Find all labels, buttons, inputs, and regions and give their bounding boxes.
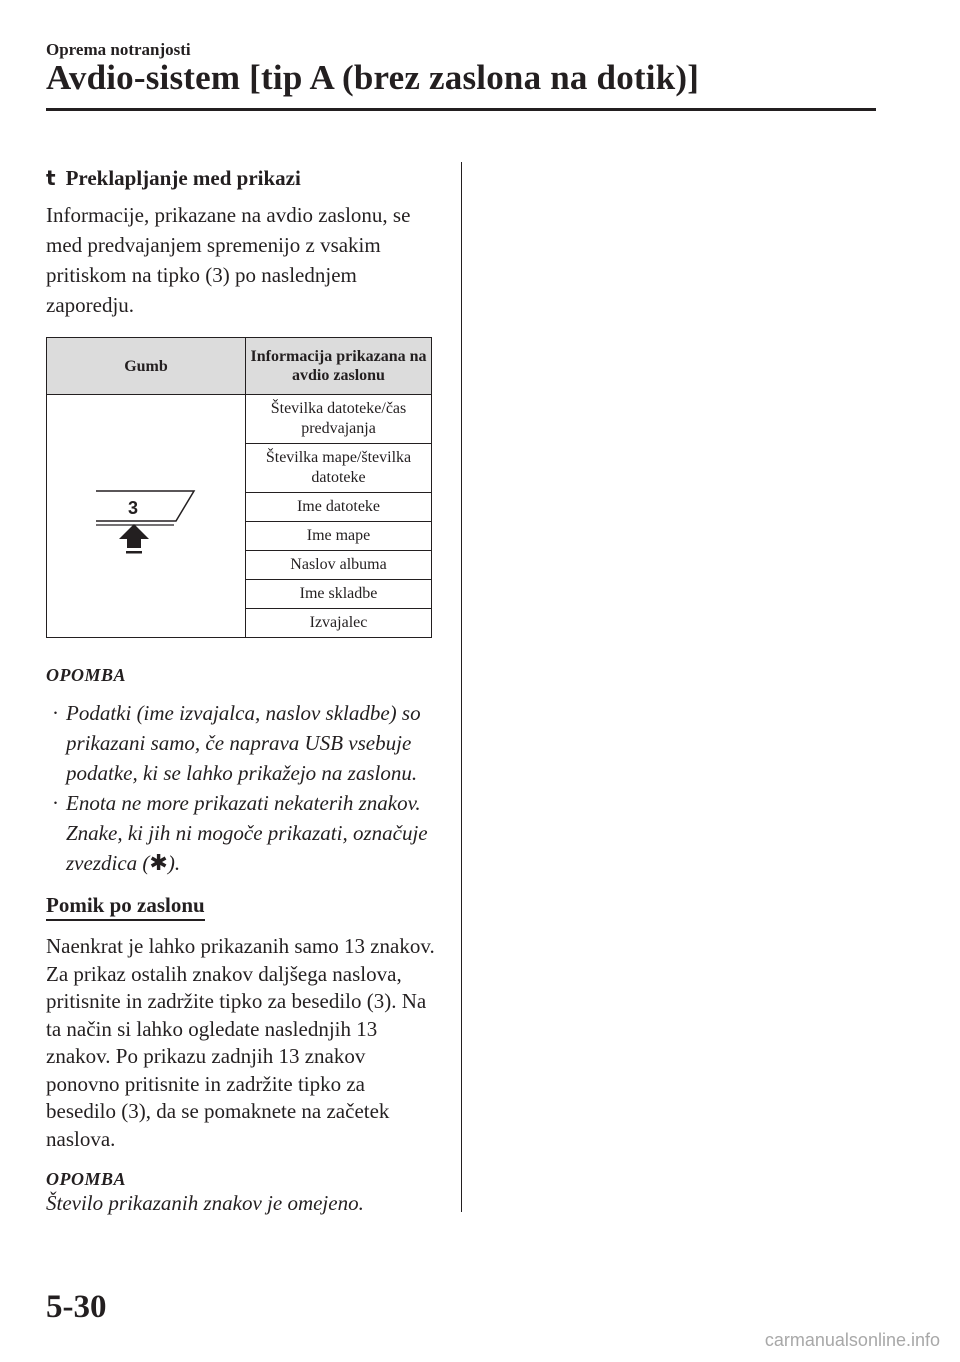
button-illustration-cell xyxy=(47,395,246,638)
table-cell: Številka datoteke/čas predvajanja xyxy=(246,395,432,444)
display-info-table xyxy=(46,337,432,638)
note-text-end: ). xyxy=(167,851,181,875)
table-cell: Ime mape xyxy=(246,522,432,551)
subsection-heading xyxy=(46,162,436,194)
button-label: 3 xyxy=(127,497,139,518)
list-item xyxy=(46,698,436,788)
list-item xyxy=(46,788,436,879)
note-heading: OPOMBA xyxy=(46,1169,127,1189)
title-rule xyxy=(46,108,876,111)
subsection-bullet: t xyxy=(46,166,56,190)
bullet-dot: · xyxy=(52,701,59,725)
asterisk-icon: ✱ xyxy=(149,851,168,876)
note-text: Enota ne more prikazati nekaterih znakov. Znake, ki jih ni mogoče prikazati, označuje zvezdica ( xyxy=(66,791,428,875)
subsection-title: Preklapljanje med prikazi xyxy=(65,166,301,190)
bullet-dot: · xyxy=(52,791,59,815)
scroll-paragraph: Naenkrat je lahko prikazanih samo 13 znakov. Za prikaz ostalih znakov daljšega naslova, pritisnite in zadržite tipko za besedilo (3). Na ta način si lahko ogledate naslednjih 13 znakov. Po prikazu zadnjih 13 znakov ponovno pritisnite in zadržite tipko za besedilo (3), da se pomaknete na začetek naslova. xyxy=(46,934,435,1151)
table-cell: Ime datoteke xyxy=(246,493,432,522)
section-label: Oprema notranjosti xyxy=(46,40,191,59)
note-text: Število prikazanih znakov je omejeno. xyxy=(46,1191,364,1215)
watermark: carmanualsonline.info xyxy=(764,1330,940,1350)
page-title: Avdio-sistem [tip A (brez zaslona na dotik)] xyxy=(46,58,700,97)
text-button-3-icon xyxy=(76,469,216,559)
left-column xyxy=(46,162,436,1216)
table-row xyxy=(47,395,432,444)
page-number: 5-30 xyxy=(46,1289,107,1325)
table-cell: Izvajalec xyxy=(246,609,432,638)
table-cell: Ime skladbe xyxy=(246,580,432,609)
note-heading: OPOMBA xyxy=(46,665,127,685)
table-header-button: Gumb xyxy=(47,338,246,395)
note-text: Podatki (ime izvajalca, naslov skladbe) so prikazani samo, če naprava USB vsebuje podatke, ki se lahko prikažejo na zaslonu. xyxy=(66,701,421,785)
table-header-info: Informacija prikazana na avdio zaslonu xyxy=(246,338,432,395)
press-arrow-icon xyxy=(119,524,149,548)
scroll-heading: Pomik po zaslonu xyxy=(46,893,205,921)
table-cell: Številka mape/številka datoteke xyxy=(246,444,432,493)
column-divider xyxy=(461,162,462,1212)
note-list xyxy=(46,698,436,879)
table-header-row xyxy=(47,338,432,395)
intro-paragraph: Informacije, prikazane na avdio zaslonu, se med predvajanjem spremenijo z vsakim pritiskom na tipko (3) po naslednjem zaporedju. xyxy=(46,203,411,317)
table-cell: Naslov albuma xyxy=(246,551,432,580)
